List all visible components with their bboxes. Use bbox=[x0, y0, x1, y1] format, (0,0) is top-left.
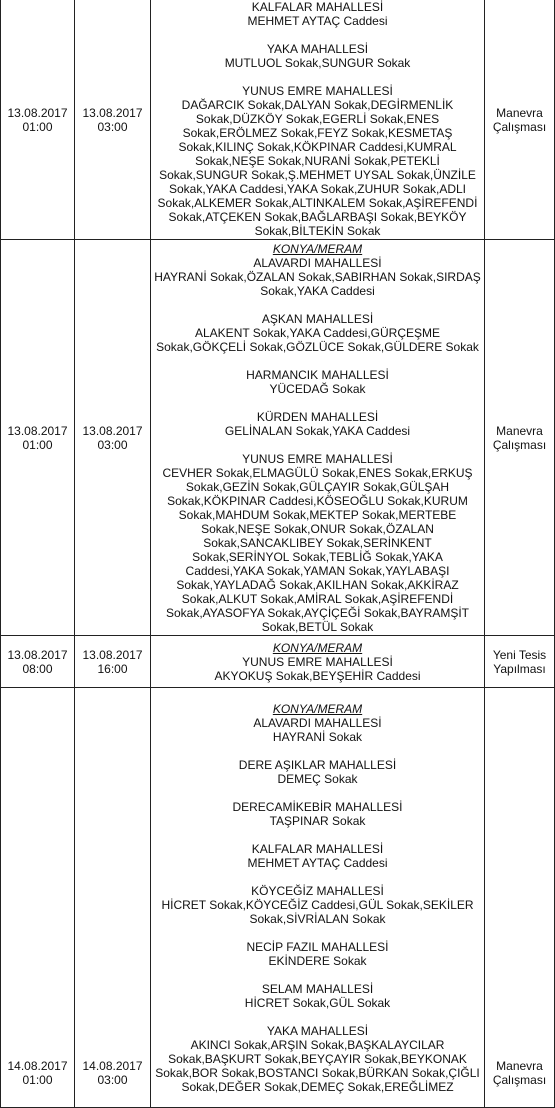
neighbourhood-name: ALAVARDI MAHALLESİ bbox=[253, 256, 382, 270]
street-list: HAYRANİ Sokak bbox=[272, 730, 363, 744]
street-list: CEVHER Sokak,ELMAGÜLÜ Sokak,ENES Sokak,ERKUŞ Sokak,GEZİN Sokak,GÜLÇAYIR Sokak,GÜLŞAH Sokak,KÖKPINAR Caddesi,KÖSEOĞLU Sokak,KURUM Sokak,MAHDUM Sokak,MEKTEP Sokak,MERTEBE Sokak,NEŞE Sokak,ONUR Sokak,ÖZALAN Sokak,SANCAKLIBEY Sokak,SERİNKENT Sokak,SERİNYOL Sokak,TEBLİĞ Sokak,YAKA Caddesi,YAKA Sokak,YAMAN Sokak,YAYLABAŞI Sokak,YAYLADAĞ Sokak,AKILHAN Sokak,AKKİRAZ Sokak,ALKUT Sokak,AMİRAL Sokak,AŞİREFENDİ Sokak,AYASOFYA Sokak,AYÇİÇEĞİ Sokak,BAYRAMŞİT Sokak,BETÜL Sokak bbox=[162, 466, 473, 634]
neighbourhood-group bbox=[154, 312, 481, 354]
street-list: MEHMET AYTAÇ Caddesi bbox=[247, 856, 388, 870]
neighbourhood-group bbox=[154, 716, 481, 744]
table-row bbox=[1, 240, 555, 636]
work-type-cell: Yeni Tesis Yapılması bbox=[485, 636, 555, 688]
street-list: ALAKENT Sokak,YAKA Caddesi,GÜRÇEŞME Sokak,GÖKÇELİ Sokak,GÖZLÜCE Sokak,GÜLDERE Sokak bbox=[156, 326, 479, 354]
neighbourhood-group bbox=[154, 410, 481, 438]
neighbourhood-name: KALFALAR MAHALLESİ bbox=[251, 842, 384, 856]
start-date: 13.08.2017 bbox=[7, 647, 68, 662]
location-cell bbox=[151, 636, 485, 688]
region-label: KONYA/MERAM bbox=[272, 702, 363, 716]
street-list: HİCRET Sokak,KÖYCEĞİZ Caddesi,GÜL Sokak,SEKİLER Sokak,SİVRİALAN Sokak bbox=[161, 898, 474, 926]
neighbourhood-name: KÖYCEĞİZ MAHALLESİ bbox=[251, 884, 384, 898]
neighbourhood-name: KALFALAR MAHALLESİ bbox=[251, 0, 384, 14]
work-type-cell: Manevra Çalışması bbox=[485, 0, 555, 240]
neighbourhood-group bbox=[154, 256, 481, 298]
street-list: DAĞARCIK Sokak,DALYAN Sokak,DEGİRMENLİK Sokak,DÜZKÖY Sokak,EGERLİ Sokak,ENES Sokak,ERÖLMEZ Sokak,FEYZ Sokak,KESMETAŞ Sokak,KILINÇ Sokak,KÖKPINAR Caddesi,KUMRAL Sokak,NEŞE Sokak,NURANİ Sokak,PETEKLİ Sokak,SUNGUR Sokak,Ş.MEHMET UYSAL Sokak,ÜNZİLE Sokak,YAKA Caddesi,YAKA Sokak,ZUHUR Sokak,ADLI Sokak,ALKEMER Sokak,ALTINKALEM Sokak,AŞİREFENDİ Sokak,ATÇEKEN Sokak,BAĞLARBAŞI Sokak,BEYKÖY Sokak,BİLTEKİN Sokak bbox=[157, 98, 478, 238]
street-list: YÜCEDAĞ Sokak bbox=[269, 382, 366, 396]
neighbourhood-name: YUNUS EMRE MAHALLESİ bbox=[242, 84, 393, 98]
neighbourhood-group bbox=[154, 42, 481, 70]
neighbourhood-group bbox=[154, 758, 481, 786]
neighbourhood-group bbox=[154, 884, 481, 926]
neighbourhood-name: YUNUS EMRE MAHALLESİ bbox=[242, 452, 393, 466]
street-list: EKİNDERE Sokak bbox=[268, 954, 367, 968]
start-time: 01:00 bbox=[22, 119, 53, 134]
table-row bbox=[1, 0, 555, 240]
street-list: HİCRET Sokak,GÜL Sokak bbox=[244, 996, 391, 1010]
street-list: AKINCI Sokak,ARŞIN Sokak,BAŞKALAYCILAR Sokak,BAŞKURT Sokak,BEYÇAYIR Sokak,BEYKONAK Sokak,BOR Sokak,BOSTANCI Sokak,BÜRKAN Sokak,ÇIĞLI Sokak,DEĞER Sokak,DEMEÇ Sokak,EREĞLİMEZ bbox=[155, 1038, 480, 1094]
region-label: KONYA/MERAM bbox=[272, 242, 363, 256]
neighbourhood-name: YAKA MAHALLESİ bbox=[266, 1024, 369, 1038]
location-cell bbox=[151, 0, 485, 240]
location-cell bbox=[151, 240, 485, 636]
neighbourhood-name: AŞKAN MAHALLESİ bbox=[261, 312, 374, 326]
neighbourhood-name: DERECAMİKEBİR MAHALLESİ bbox=[232, 800, 403, 814]
street-list: HAYRANİ Sokak,ÖZALAN Sokak,SABIRHAN Sokak,SIRDAŞ Sokak,YAKA Caddesi bbox=[154, 270, 481, 298]
end-time: 03:00 bbox=[97, 437, 128, 452]
end-datetime-cell bbox=[75, 240, 151, 636]
start-date: 13.08.2017 bbox=[7, 105, 68, 120]
end-date: 13.08.2017 bbox=[82, 647, 143, 662]
start-date: 13.08.2017 bbox=[7, 423, 68, 438]
start-time: 01:00 bbox=[22, 1073, 53, 1087]
neighbourhood-name: KÜRDEN MAHALLESİ bbox=[256, 410, 379, 424]
neighbourhood-group bbox=[154, 800, 481, 828]
neighbourhood-group bbox=[154, 368, 481, 396]
end-date: 13.08.2017 bbox=[82, 105, 143, 120]
end-datetime-cell bbox=[75, 0, 151, 240]
neighbourhood-name: HARMANCIK MAHALLESİ bbox=[246, 368, 389, 382]
end-date: 14.08.2017 bbox=[82, 1059, 143, 1073]
work-type-cell: Manevra Çalışması bbox=[485, 240, 555, 636]
neighbourhood-name: SELAM MAHALLESİ bbox=[261, 982, 374, 996]
neighbourhood-name: NECİP FAZIL MAHALLESİ bbox=[246, 940, 389, 954]
end-date: 13.08.2017 bbox=[82, 423, 143, 438]
neighbourhood-name: YAKA MAHALLESİ bbox=[266, 42, 369, 56]
neighbourhood-group bbox=[154, 452, 481, 634]
end-time: 03:00 bbox=[97, 119, 128, 134]
neighbourhood-group bbox=[154, 655, 481, 683]
region-label: KONYA/MERAM bbox=[272, 641, 363, 655]
start-time: 01:00 bbox=[22, 437, 53, 452]
neighbourhood-group bbox=[154, 84, 481, 238]
neighbourhood-group bbox=[154, 1024, 481, 1094]
start-date: 14.08.2017 bbox=[7, 1059, 68, 1073]
street-list: MEHMET AYTAÇ Caddesi bbox=[247, 14, 388, 28]
end-datetime-cell bbox=[75, 636, 151, 688]
end-time: 16:00 bbox=[97, 661, 128, 676]
street-list: GELİNALAN Sokak,YAKA Caddesi bbox=[224, 424, 411, 438]
start-datetime-cell bbox=[1, 240, 75, 636]
table-row bbox=[1, 636, 555, 688]
street-list: MUTLUOL Sokak,SUNGUR Sokak bbox=[224, 56, 411, 70]
street-list: AKYOKUŞ Sokak,BEYŞEHİR Caddesi bbox=[214, 669, 421, 683]
table-row bbox=[1, 688, 555, 1108]
neighbourhood-name: ALAVARDI MAHALLESİ bbox=[253, 716, 382, 730]
neighbourhood-group bbox=[154, 0, 481, 28]
end-time: 03:00 bbox=[97, 1073, 128, 1087]
neighbourhood-name: DERE AŞIKLAR MAHALLESİ bbox=[238, 758, 397, 772]
work-type-cell: Manevra Çalışması bbox=[485, 688, 555, 1108]
start-datetime-cell bbox=[1, 636, 75, 688]
neighbourhood-group bbox=[154, 940, 481, 968]
street-list: TAŞPINAR Sokak bbox=[269, 814, 366, 828]
neighbourhood-name: YUNUS EMRE MAHALLESİ bbox=[242, 655, 393, 669]
location-cell bbox=[151, 688, 485, 1108]
neighbourhood-group bbox=[154, 842, 481, 870]
neighbourhood-group bbox=[154, 982, 481, 1010]
start-time: 08:00 bbox=[22, 661, 53, 676]
end-datetime-cell bbox=[75, 688, 151, 1108]
street-list: DEMEÇ Sokak bbox=[277, 772, 358, 786]
start-datetime-cell bbox=[1, 0, 75, 240]
start-datetime-cell bbox=[1, 688, 75, 1108]
